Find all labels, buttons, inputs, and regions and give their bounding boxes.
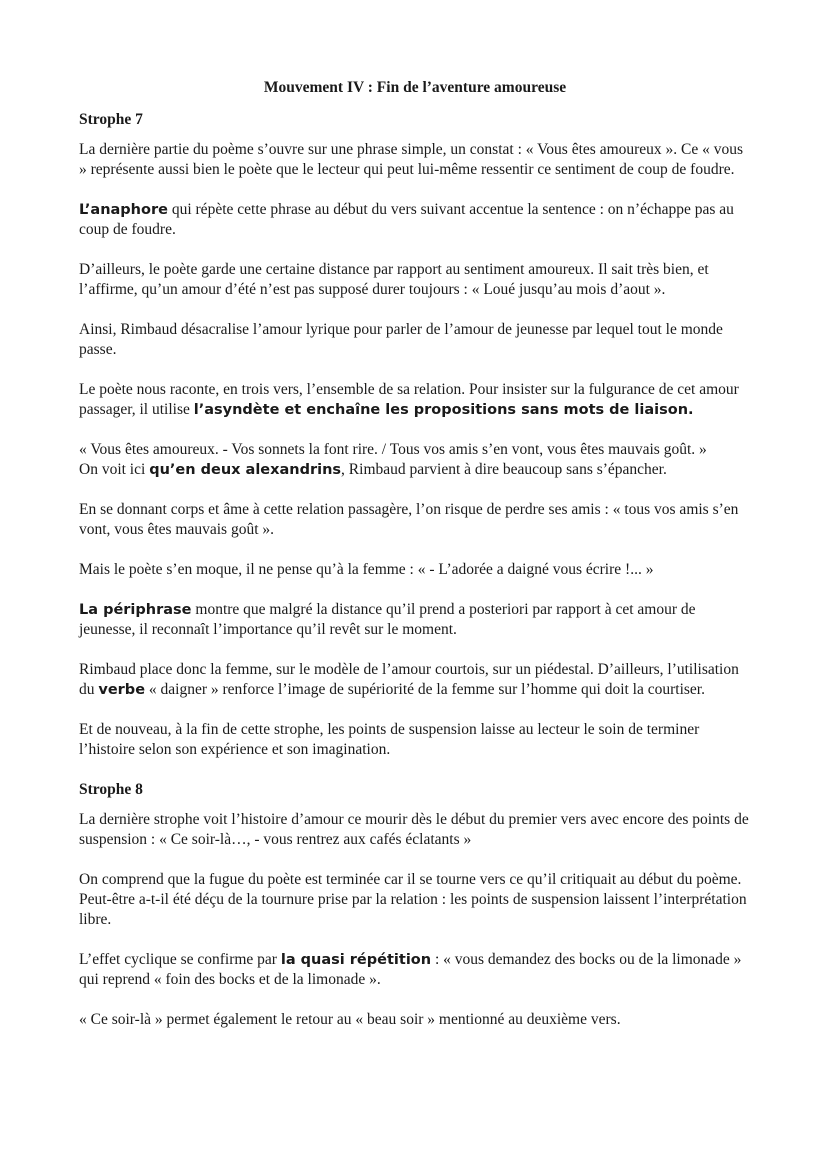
paragraph-text: On voit ici xyxy=(79,461,150,478)
paragraph-text: , Rimbaud parvient à dire beaucoup sans s’épancher. xyxy=(341,461,667,478)
paragraph-text: Et de nouveau, à la fin de cette strophe, les points de suspension laisse au lecteur le soin de terminer l’histoire selon son expérience et son imagination. xyxy=(79,721,700,758)
paragraph xyxy=(79,200,751,240)
paragraph xyxy=(79,560,751,580)
paragraph-text: montre que malgré la distance qu’il prend a posteriori par rapport à cet amour de jeunesse, il reconnaît l’importance qu’il revêt sur le moment. xyxy=(79,601,696,638)
paragraph xyxy=(79,140,751,180)
paragraph xyxy=(79,500,751,540)
highlight-term: La périphrase xyxy=(79,602,192,618)
page-title: Mouvement IV : Fin de l’aventure amoureuse xyxy=(263,79,567,96)
quote-text: « Vous êtes amoureux. - Vos sonnets la font rire. / Tous vos amis s’en vont, vous êtes mauvais goût. » xyxy=(79,441,707,458)
paragraph-text: En se donnant corps et âme à cette relation passagère, l’on risque de perdre ses amis : « tous vos amis s’en vont, vous êtes mauvais goût ». xyxy=(79,501,739,538)
paragraph-text: « daigner » renforce l’image de supériorité de la femme sur l’homme qui doit la courtiser. xyxy=(145,681,705,698)
paragraph xyxy=(79,810,751,850)
paragraph xyxy=(79,870,751,930)
paragraph-text: D’ailleurs, le poète garde une certaine distance par rapport au sentiment amoureux. Il sait très bien, et l’affirme, qu’un amour d’été n’est pas supposé durer toujours : « Loué jusqu’au mois d’aout ». xyxy=(79,261,709,298)
paragraph-text: L’effet cyclique se confirme par xyxy=(79,951,281,968)
paragraph xyxy=(79,600,751,640)
highlight-term: qu’en deux alexandrins xyxy=(149,462,342,478)
section-heading-strophe-8: Strophe 8 xyxy=(79,781,143,798)
paragraph-text: Le poète nous raconte, en trois vers, l’ensemble de sa relation. Pour insister sur la fulgurance de cet amour passager, il utilise xyxy=(79,381,739,418)
section-heading-strophe-7: Strophe 7 xyxy=(79,111,143,128)
paragraph xyxy=(79,440,751,480)
paragraph xyxy=(79,320,751,360)
document-page xyxy=(79,78,751,1050)
highlight-term: la quasi répétition xyxy=(280,952,432,968)
paragraph-text: « Ce soir-là » permet également le retour au « beau soir » mentionné au deuxième vers. xyxy=(79,1011,621,1028)
highlight-term: verbe xyxy=(98,682,146,698)
paragraph xyxy=(79,260,751,300)
paragraph-text: Rimbaud place donc la femme, sur le modèle de l’amour courtois, sur un piédestal. D’ailleurs, l’utilisation du xyxy=(79,661,739,698)
paragraph-text: : « vous demandez des bocks ou de la limonade » qui reprend « foin des bocks et de la limonade ». xyxy=(79,951,742,988)
paragraph xyxy=(79,660,751,700)
paragraph-text: La dernière partie du poème s’ouvre sur une phrase simple, un constat : « Vous êtes amoureux ». Ce « vous » représente aussi bien le poète que le lecteur qui peut lui-même ressentir ce sentiment de coup de foudre. xyxy=(79,141,744,178)
highlight-term: l’asyndète et enchaîne les propositions sans mots de liaison. xyxy=(193,402,694,418)
paragraph xyxy=(79,1010,751,1030)
paragraph-text: On comprend que la fugue du poète est terminée car il se tourne vers ce qu’il critiquait au début du poème. Peut-être a-t-il été déçu de la tournure prise par la relation : les points de suspension laissent l’interprétation libre. xyxy=(79,871,747,928)
highlight-term: L’anaphore xyxy=(79,202,168,218)
paragraph-text: qui répète cette phrase au début du vers suivant accentue la sentence : on n’échappe pas au coup de foudre. xyxy=(79,201,734,238)
paragraph xyxy=(79,950,751,990)
paragraph xyxy=(79,720,751,760)
paragraph-text: Mais le poète s’en moque, il ne pense qu’à la femme : « - L’adorée a daigné vous écrire !... » xyxy=(79,561,654,578)
paragraph-text: Ainsi, Rimbaud désacralise l’amour lyrique pour parler de l’amour de jeunesse par lequel tout le monde passe. xyxy=(79,321,723,358)
paragraph-text: La dernière strophe voit l’histoire d’amour ce mourir dès le début du premier vers avec encore des points de suspension : « Ce soir-là…, - vous rentrez aux cafés éclatants » xyxy=(79,811,749,848)
paragraph xyxy=(79,380,751,420)
